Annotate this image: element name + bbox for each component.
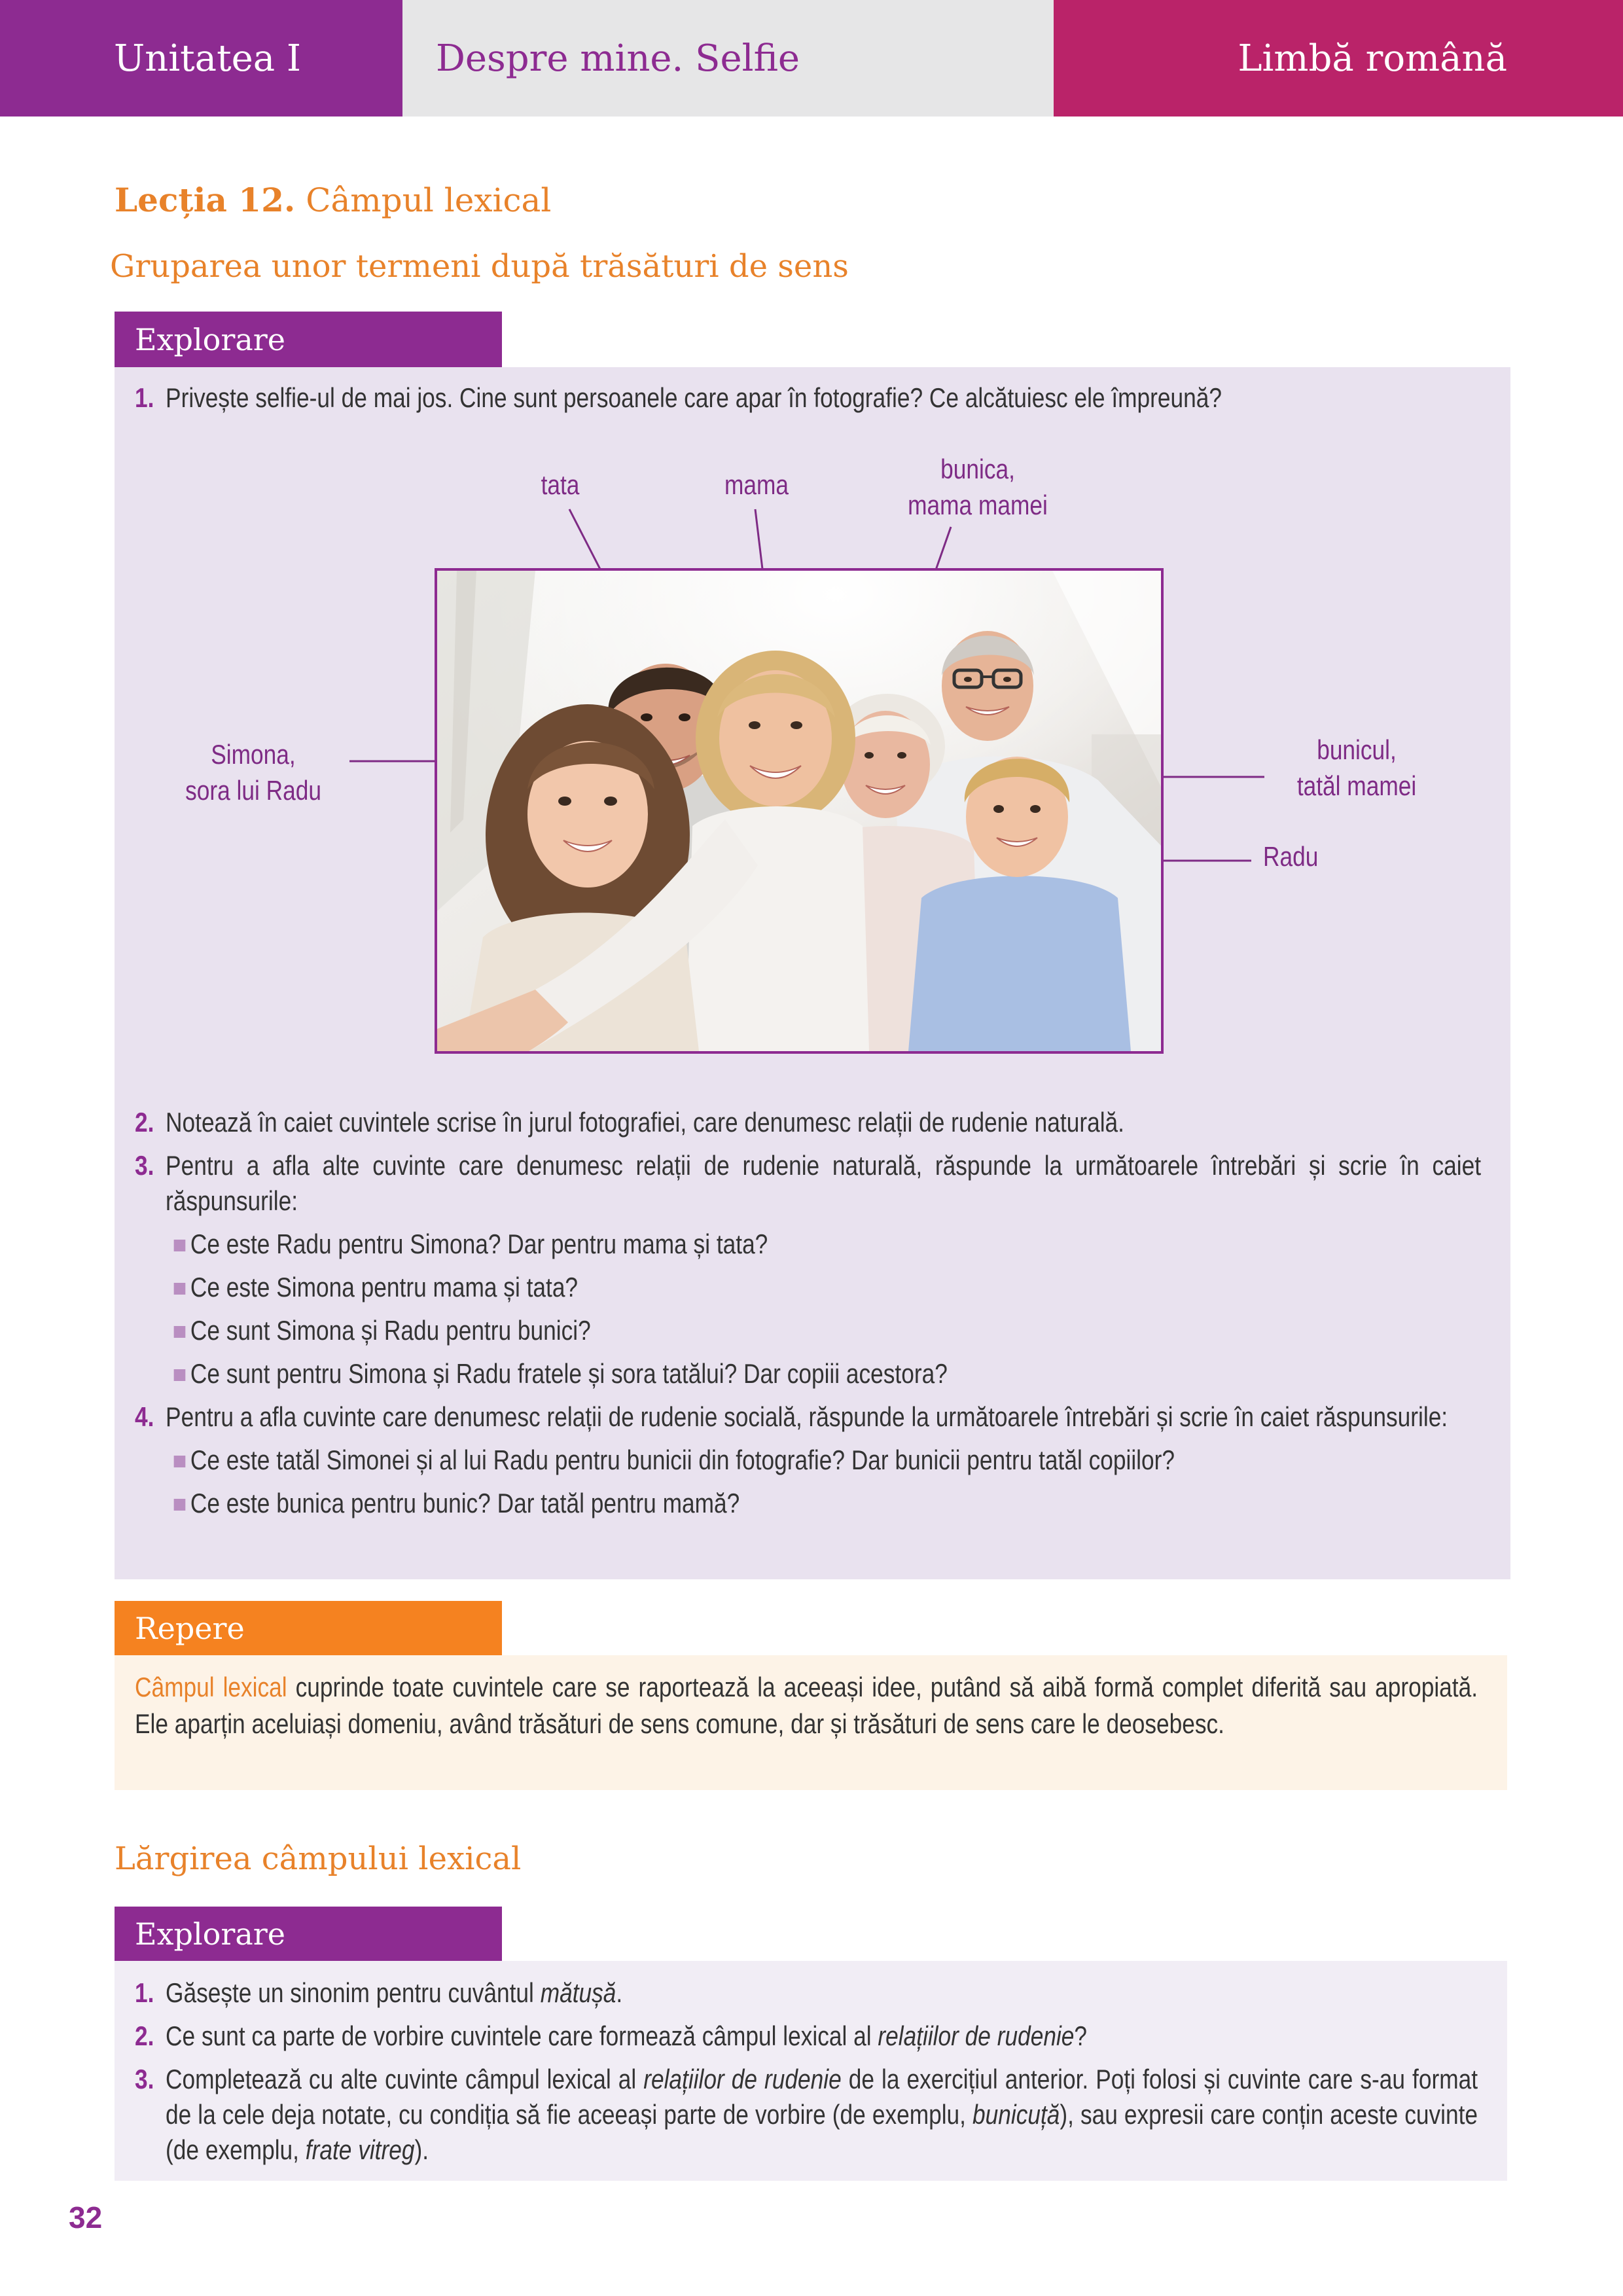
bullet-item	[135, 1270, 1481, 1305]
bullet-square-icon	[174, 1499, 186, 1511]
bullet-square-icon	[174, 1326, 186, 1338]
bullet-square-icon	[174, 1240, 186, 1251]
bullet-text: Ce este Radu pentru Simona? Dar pentru mama și tata?	[190, 1229, 768, 1259]
bullet-text: Ce este bunica pentru bunic? Dar tatăl pentru mamă?	[190, 1488, 740, 1518]
family-selfie-photo	[435, 568, 1164, 1054]
item-number: 4.	[135, 1401, 154, 1432]
label-grandfather-line1: bunicul,	[1317, 734, 1397, 765]
explorare-box	[115, 367, 1510, 1579]
italic-term: relațiilor de rudenie	[643, 2064, 842, 2094]
list-item	[135, 1975, 1478, 2011]
item-text: Notează în caiet cuvintele scrise în jurul fotografiei, care denumesc relații de rudenie naturală.	[166, 1107, 1124, 1138]
label-simona-line1: Simona,	[211, 739, 296, 770]
list-item	[135, 1148, 1481, 1219]
text-part: .	[616, 1977, 623, 2008]
item-text	[166, 1975, 1478, 2011]
bullet-item	[135, 1356, 1481, 1391]
bullet-square-icon	[174, 1456, 186, 1467]
label-radu	[1263, 838, 1459, 874]
repere-box	[115, 1655, 1507, 1790]
explorare-tab-2: Explorare	[115, 1907, 502, 1961]
label-grandfather-line2: tatăl mamei	[1296, 770, 1417, 801]
text-part: ?	[1074, 2020, 1088, 2051]
lesson-number: Lecția 12.	[115, 181, 296, 219]
text-part: Completează cu alte cuvinte câmpul lexical al	[166, 2064, 644, 2094]
lesson-title	[115, 178, 551, 223]
item-number: 3.	[135, 1150, 154, 1181]
text-part: Găsește un sinonim pentru cuvântul	[166, 1977, 541, 2008]
repere-term: Câmpul lexical	[135, 1672, 287, 1702]
italic-term: bunicuță	[972, 2099, 1060, 2130]
label-grandmother	[840, 451, 1115, 523]
item-text: Pentru a afla alte cuvinte care denumesc relații de rudenie naturală, răspunde la următoarele întrebări și scrie în caiet răspunsurile:	[166, 1150, 1482, 1216]
label-grandfather	[1219, 732, 1494, 804]
bullet-text: Ce sunt Simona și Radu pentru bunici?	[190, 1315, 591, 1346]
repere-tab: Repere	[115, 1601, 502, 1655]
list-item	[135, 1105, 1481, 1140]
bullet-text: Ce este Simona pentru mama și tata?	[190, 1272, 579, 1302]
lesson-name: Câmpul lexical	[306, 181, 552, 219]
item-text: Privește selfie-ul de mai jos. Cine sunt persoanele care apar în fotografie? Ce alcătuiesc ele împreună?	[166, 382, 1222, 413]
family-selfie-image	[437, 571, 1161, 1051]
page-number: 32	[69, 2200, 103, 2234]
item-text: Pentru a afla cuvinte care denumesc relații de rudenie socială, răspunde la următoarele întrebări și scrie în caiet răspunsurile:	[166, 1401, 1448, 1432]
list-item	[135, 2018, 1478, 2054]
explorare-tab: Explorare	[115, 312, 502, 367]
label-father-text: tata	[541, 469, 580, 500]
label-grandmother-line2: mama mamei	[908, 490, 1048, 520]
label-grandmother-line1: bunica,	[940, 454, 1015, 484]
list-item	[135, 1399, 1481, 1435]
item-number: 3.	[135, 2064, 154, 2094]
repere-definition	[135, 1669, 1478, 1742]
exercise-list	[135, 1105, 1481, 1521]
item-number: 2.	[135, 2020, 154, 2051]
label-simona-line2: sora lui Radu	[185, 775, 321, 806]
item-text	[166, 2062, 1478, 2168]
italic-term: relațiilor de rudenie	[878, 2020, 1075, 2051]
item-number: 1.	[135, 1977, 154, 2008]
label-radu-text: Radu	[1263, 841, 1319, 872]
bullet-item	[135, 1227, 1481, 1262]
bullet-text: Ce sunt pentru Simona și Radu fratele și sora tatălui? Dar copiii acestora?	[190, 1358, 948, 1389]
explorare-box-2	[115, 1961, 1507, 2181]
text-part: de la exercițiul anterior. Poți folosi și cuvinte care s-au format de la cele deja notate, cu condiția să fie aceeași parte de vorbire (de exemplu,	[166, 2064, 1478, 2130]
unit-label: Unitatea I	[0, 0, 402, 117]
bullet-square-icon	[174, 1283, 186, 1295]
text-part: ).	[414, 2134, 429, 2165]
bullet-text: Ce este tatăl Simonei și al lui Radu pentru bunicii din fotografie? Dar bunicii pentru tatăl copiilor?	[190, 1444, 1175, 1475]
text-part: Ce sunt ca parte de vorbire cuvintele care formează câmpul lexical al	[166, 2020, 878, 2051]
item-number: 2.	[135, 1107, 154, 1138]
label-simona	[116, 736, 391, 808]
bullet-item	[135, 1486, 1481, 1521]
label-mother-text: mama	[724, 469, 789, 500]
section1-heading: Gruparea unor termeni după trăsături de sens	[110, 248, 849, 285]
text-part: ), sau expresii care conțin aceste cuvinte (de exemplu,	[166, 2099, 1478, 2165]
item-number: 1.	[135, 382, 154, 413]
italic-term: mătușă	[540, 1977, 616, 2008]
bullet-item	[135, 1313, 1481, 1348]
section2-heading: Lărgirea câmpului lexical	[115, 1840, 522, 1877]
subject-label: Limbă română	[1054, 0, 1623, 117]
list-item	[135, 2062, 1478, 2168]
repere-text: cuprinde toate cuvintele care se raportează la aceeași idee, putând să aibă formă complet diferită sau apropiată. Ele aparțin aceluiași domeniu, având trăsături de sens comune, dar și trăsături de sens care le deosebesc.	[135, 1672, 1478, 1739]
item-text	[166, 2018, 1478, 2054]
bullet-square-icon	[174, 1369, 186, 1381]
bullet-item	[135, 1443, 1481, 1478]
italic-term: frate vitreg	[305, 2134, 415, 2165]
topic-label: Despre mine. Selfie	[402, 0, 1054, 117]
